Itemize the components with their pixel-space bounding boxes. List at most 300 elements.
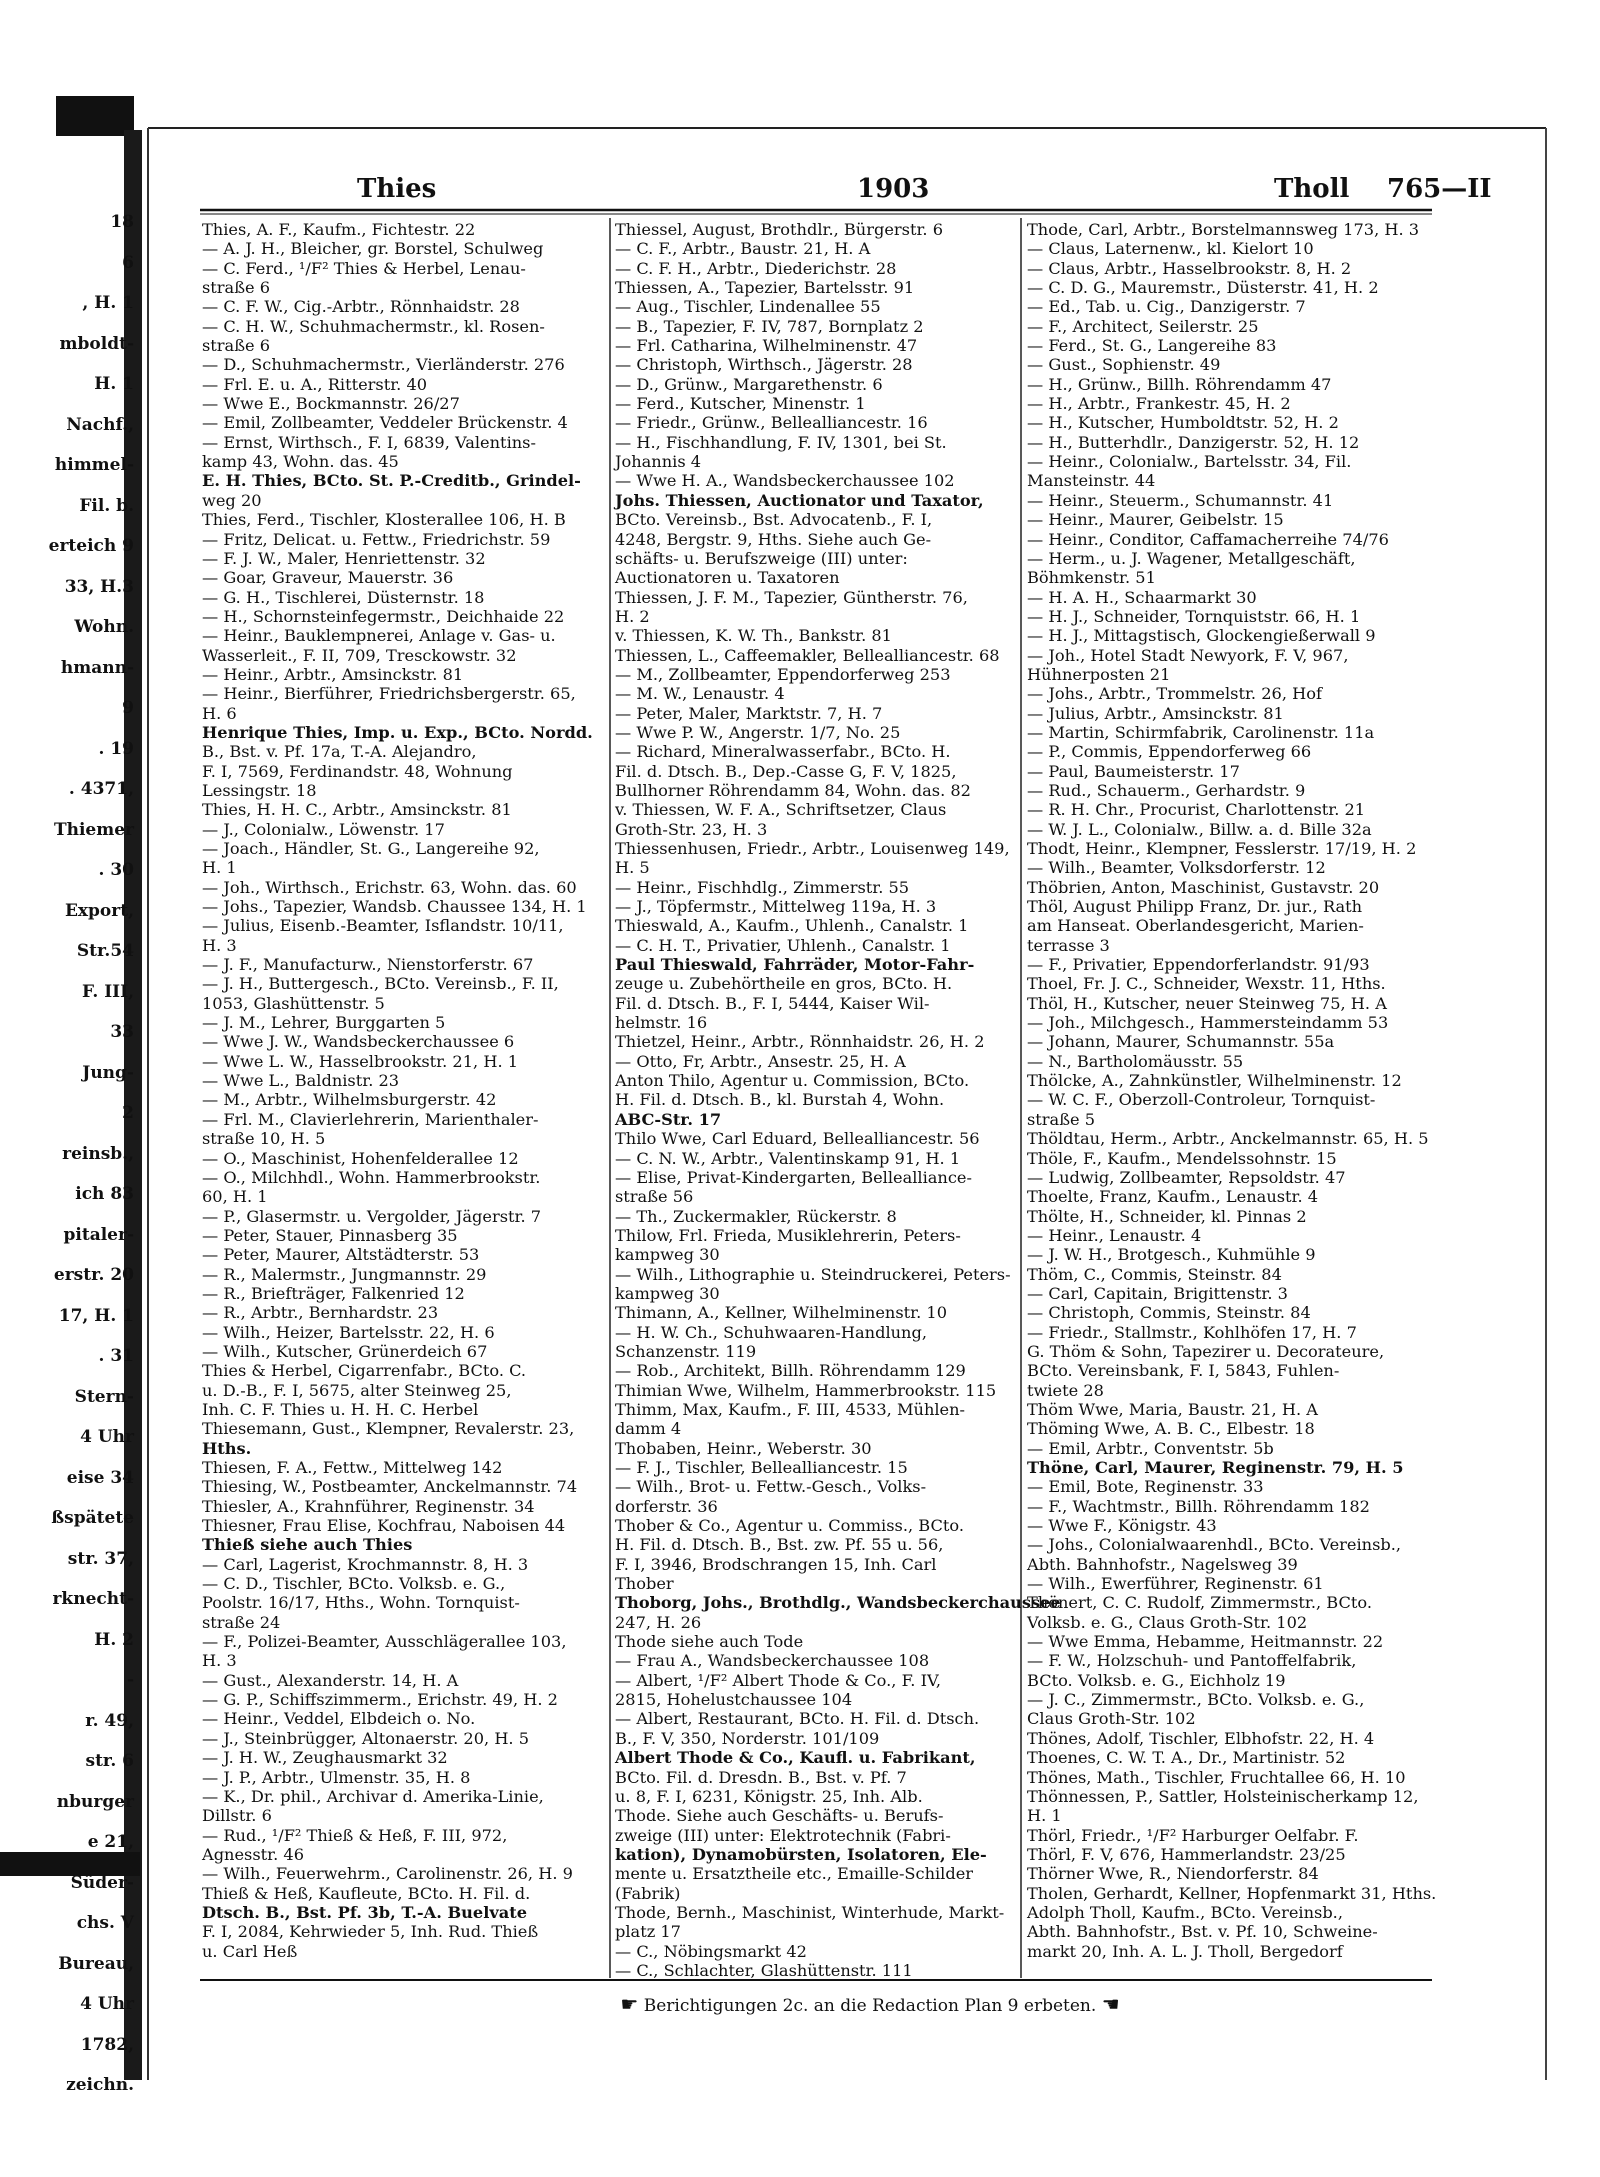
- entry-line: mente u. Ersatztheile etc., Emaille-Schilder: [615, 1864, 974, 1884]
- directory-page: [150, 130, 1545, 2080]
- entry-line: 2815, Hohelustchaussee 104: [615, 1690, 853, 1710]
- entry-line: — R., Briefträger, Falkenried 12: [202, 1283, 465, 1303]
- entry-line: — Heinr., Lenaustr. 4: [1027, 1225, 1202, 1245]
- entry-line: Thöne, Carl, Maurer, Reginenstr. 79, H. 5: [1027, 1458, 1404, 1477]
- entry-line: — Joh., Hotel Stadt Newyork, F. V, 967,: [1027, 645, 1349, 665]
- column-right: [1027, 220, 1445, 1961]
- entry-line: — Heinr., Conditor, Caffamacherreihe 74/76: [1027, 529, 1389, 549]
- entry-line: — A. J. H., Bleicher, gr. Borstel, Schulweg: [202, 239, 544, 259]
- entry-line: twiete 28: [1027, 1380, 1104, 1400]
- entry-line: — H., Schornsteinfegermstr., Deichhaide 22: [202, 606, 565, 626]
- margin-fragment: . 4371,: [68, 779, 134, 799]
- entry-line: F. I, 7569, Ferdinandstr. 48, Wohnung: [202, 761, 513, 781]
- header-year: 1903: [857, 174, 930, 204]
- entry-line: kampweg 30: [615, 1245, 720, 1265]
- footer-text: Berichtigungen 2c. an die Redaction Plan 9 erbeten.: [643, 1996, 1097, 2016]
- margin-fragment: mboldt-: [59, 333, 134, 354]
- entry-line: — Carl, Lagerist, Krochmannstr. 8, H. 3: [202, 1554, 529, 1574]
- entry-line: — Heinr., Steuerm., Schumannstr. 41: [1027, 490, 1334, 510]
- margin-fragment: H. 2: [94, 1629, 134, 1650]
- entry-line: — W. J. L., Colonialw., Billw. a. d. Bille 32a: [1027, 819, 1372, 839]
- entry-line: Thodt, Heinr., Klempner, Fesslerstr. 17/19, H. 2: [1027, 839, 1417, 858]
- entry-line: Thies, A. F., Kaufm., Fichtestr. 22: [202, 220, 476, 239]
- entry-line: — F., Polizei-Beamter, Ausschlägerallee 103,: [202, 1632, 567, 1652]
- entry-line: — Rud., ¹/F² Thieß & Heß, F. III, 972,: [202, 1825, 508, 1845]
- entry-line: — Christoph, Commis, Steinstr. 84: [1027, 1303, 1311, 1323]
- margin-fragment: zeichn.: [66, 2075, 134, 2095]
- entry-line: — K., Dr. phil., Archivar d. Amerika-Linie,: [202, 1786, 544, 1806]
- margin-fragment: ßspätete: [51, 1508, 134, 1528]
- entry-line: — H., Butterhdlr., Danzigerstr. 52, H. 12: [1027, 432, 1360, 452]
- entry-line: — Wwe P. W., Angerstr. 1/7, No. 25: [615, 722, 901, 742]
- entry-line: Schanzenstr. 119: [615, 1341, 757, 1361]
- margin-fragment: 4 Uhr: [80, 1427, 134, 1447]
- entry-line: zeuge u. Zubehörtheile en gros, BCto. H.: [615, 974, 953, 994]
- margin-fragment: rknecht-: [52, 1589, 134, 1609]
- margin-fragment: Bureau,: [58, 1953, 134, 1974]
- entry-line: — F. J. W., Maler, Henriettenstr. 32: [202, 548, 486, 568]
- entry-line: — H. J., Mittagstisch, Glockengießerwall 9: [1027, 626, 1376, 646]
- entry-line: — Ed., Tab. u. Cig., Danzigerstr. 7: [1027, 297, 1306, 317]
- entry-line: Thobaben, Heinr., Weberstr. 30: [615, 1438, 872, 1458]
- entry-line: — Frau A., Wandsbeckerchaussee 108: [615, 1651, 930, 1671]
- entry-line: Inh. C. F. Thies u. H. H. C. Herbel: [202, 1399, 479, 1419]
- entry-line: Volksb. e. G., Claus Groth-Str. 102: [1027, 1612, 1308, 1632]
- margin-fragment: -: [126, 1670, 134, 1690]
- entry-line: Thieß & Heß, Kaufleute, BCto. H. Fil. d.: [202, 1883, 531, 1903]
- entry-line: Thöming Wwe, A. B. C., Elbestr. 18: [1027, 1419, 1315, 1439]
- entry-line: Thoenes, C. W. T. A., Dr., Martinistr. 52: [1027, 1748, 1346, 1768]
- entry-line: — G. H., Tischlerei, Düsternstr. 18: [202, 587, 485, 607]
- entry-line: Thöm Wwe, Maria, Baustr. 21, H. A: [1027, 1399, 1318, 1419]
- entry-line: — M., Arbtr., Wilhelmsburgerstr. 42: [202, 1090, 497, 1110]
- margin-fragment: pitaler-: [63, 1224, 134, 1245]
- entry-line: — Wilh., Lithographie u. Steindruckerei, Peters-: [615, 1264, 1011, 1284]
- entry-line: Thiesen, F. A., Fettw., Mittelweg 142: [202, 1458, 503, 1477]
- entry-line: Bullhorner Röhrendamm 84, Wohn. das. 82: [615, 780, 971, 800]
- entry-line: Thober & Co., Agentur u. Commiss., BCto.: [615, 1516, 964, 1536]
- margin-fragment: 2: [122, 1103, 134, 1123]
- entry-line: — C. H. T., Privatier, Uhlenh., Canalstr. 1: [615, 935, 951, 955]
- entry-line: — J. W. H., Brotgesch., Kuhmühle 9: [1027, 1245, 1316, 1265]
- entry-line: 247, H. 26: [615, 1612, 702, 1632]
- entry-line: — Heinr., Bauklempnerei, Anlage v. Gas- u.: [202, 626, 556, 646]
- entry-line: Thöm, C., Commis, Steinstr. 84: [1027, 1264, 1282, 1284]
- entry-line: H. 1: [202, 858, 237, 878]
- entry-line: Thimm, Max, Kaufm., F. III, 4533, Mühlen-: [615, 1399, 966, 1419]
- entry-line: damm 4: [615, 1419, 682, 1439]
- entry-line: Hths.: [202, 1438, 252, 1458]
- entry-line: Dillstr. 6: [202, 1806, 272, 1826]
- entry-line: — Gust., Sophienstr. 49: [1027, 355, 1221, 375]
- entry-line: Böhmkenstr. 51: [1027, 568, 1156, 588]
- entry-line: Mansteinstr. 44: [1027, 471, 1156, 491]
- margin-fragment: str. 37,: [67, 1548, 134, 1569]
- entry-line: Thöl, August Philipp Franz, Dr. jur., Rath: [1027, 897, 1363, 917]
- entry-line: Lessingstr. 18: [202, 780, 317, 800]
- margin-fragment: 9: [122, 698, 134, 718]
- entry-line: — W. C. F., Oberzoll-Controleur, Tornquist-: [1027, 1090, 1376, 1110]
- entry-line: Hühnerposten 21: [1027, 664, 1171, 684]
- entry-line: Thöle, F., Kaufm., Mendelssohnstr. 15: [1027, 1148, 1337, 1168]
- entry-line: — C. D. G., Mauremstr., Düsterstr. 41, H. 2: [1027, 278, 1379, 298]
- entry-line: — F. J., Tischler, Bellealliancestr. 15: [615, 1458, 908, 1477]
- entry-line: — Wwe Emma, Hebamme, Heitmannstr. 22: [1027, 1632, 1384, 1652]
- entry-line: Abth. Bahnhofstr., Nagelsweg 39: [1027, 1554, 1298, 1574]
- entry-line: — Fritz, Delicat. u. Fettw., Friedrichstr. 59: [202, 529, 551, 549]
- entry-line: — Albert, Restaurant, BCto. H. Fil. d. Dtsch.: [615, 1709, 980, 1729]
- entry-line: — P., Glasermstr. u. Vergolder, Jägerstr. 7: [202, 1206, 542, 1226]
- entry-line: — Johs., Tapezier, Wandsb. Chaussee 134, H. 1: [202, 897, 587, 917]
- entry-line: — Paul, Baumeisterstr. 17: [1027, 761, 1240, 781]
- entry-line: Thöl, H., Kutscher, neuer Steinweg 75, H. A: [1027, 993, 1387, 1013]
- entry-line: — Claus, Laternenw., kl. Kielort 10: [1027, 239, 1314, 259]
- margin-fragment: erteich 9: [48, 536, 134, 556]
- entry-line: H. 6: [202, 703, 237, 723]
- entry-line: Thilow, Frl. Frieda, Musiklehrerin, Peters-: [615, 1225, 961, 1245]
- entry-line: — C., Schlachter, Glashüttenstr. 111: [615, 1960, 913, 1980]
- entry-line: — C. D., Tischler, BCto. Volksb. e. G.,: [202, 1574, 506, 1594]
- entry-line: Thoborg, Johs., Brothdlg., Wandsbeckerchaussee: [615, 1593, 1061, 1613]
- entry-line: — Wilh., Heizer, Bartelsstr. 22, H. 6: [202, 1322, 495, 1342]
- entry-line: — Wwe E., Bockmannstr. 26/27: [202, 394, 460, 414]
- entry-line: — H., Arbtr., Frankestr. 45, H. 2: [1027, 394, 1291, 414]
- entry-line: — Wilh., Brot- u. Fettw.-Gesch., Volks-: [615, 1477, 927, 1497]
- column-middle: [615, 220, 1061, 1980]
- entry-line: — Wwe F., Königstr. 43: [1027, 1516, 1217, 1536]
- entry-line: Thode siehe auch Tode: [615, 1632, 804, 1652]
- margin-fragment: 1782,: [80, 2034, 134, 2055]
- entry-line: schäfts- u. Berufszweige (III) unter:: [615, 548, 908, 568]
- entry-line: Thörl, F. V, 676, Hammerlandstr. 23/25: [1027, 1844, 1346, 1864]
- entry-line: BCto. Volksb. e. G., Eichholz 19: [1027, 1670, 1286, 1690]
- entry-line: zweige (III) unter: Elektrotechnik (Fabri-: [615, 1825, 951, 1845]
- entry-line: Thimian Wwe, Wilhelm, Hammerbrookstr. 115: [615, 1380, 997, 1400]
- entry-line: — Aug., Tischler, Lindenallee 55: [615, 297, 881, 317]
- entry-line: H. 2: [615, 606, 650, 626]
- entry-line: v. Thiessen, W. F. A., Schriftsetzer, Claus: [615, 800, 947, 820]
- entry-line: dorferstr. 36: [615, 1496, 718, 1516]
- entry-line: — Ferd., St. G., Langereihe 83: [1027, 336, 1277, 356]
- entry-line: — Herm., u. J. Wagener, Metallgeschäft,: [1027, 548, 1356, 568]
- entry-line: — H., Grünw., Billh. Röhrendamm 47: [1027, 374, 1332, 394]
- entry-line: — J., Colonialw., Löwenstr. 17: [202, 819, 445, 839]
- entry-line: Thiesemann, Gust., Klempner, Revalerstr. 23,: [202, 1419, 575, 1439]
- entry-line: — Elise, Privat-Kindergarten, Bellealliance-: [615, 1167, 972, 1187]
- pointing-hand-right-icon: ☚: [1101, 1992, 1120, 2016]
- entry-line: Claus Groth-Str. 102: [1027, 1709, 1196, 1729]
- entry-line: u. Carl Heß: [202, 1941, 298, 1961]
- entry-line: — D., Grünw., Margarethenstr. 6: [615, 374, 883, 394]
- entry-line: — Wwe L., Baldnistr. 23: [202, 1071, 400, 1091]
- entry-line: — J. F., Manufacturw., Nienstorferstr. 67: [202, 955, 534, 975]
- entry-line: — M., Zollbeamter, Eppendorferweg 253: [615, 664, 951, 684]
- entry-line: Johs. Thiessen, Auctionator und Taxator,: [615, 490, 984, 510]
- entry-line: Thölcke, A., Zahnkünstler, Wilhelminenstr. 12: [1027, 1071, 1402, 1091]
- entry-line: — Johs., Colonialwaarenhdl., BCto. Vereinsb.,: [1027, 1535, 1402, 1555]
- entry-line: Thoel, Fr. J. C., Schneider, Wexstr. 11, Hths.: [1027, 974, 1386, 994]
- entry-line: — Joach., Händler, St. G., Langereihe 92,: [202, 839, 540, 858]
- entry-line: H. 5: [615, 858, 650, 878]
- margin-fragment: Thiemer: [53, 819, 134, 840]
- margin-fragment: H. 1: [94, 374, 134, 394]
- entry-line: u. 8, F. I, 6231, Königstr. 25, Inh. Alb.: [615, 1786, 923, 1806]
- entry-line: — Peter, Stauer, Pinnasberg 35: [202, 1225, 458, 1245]
- entry-line: H. Fil. d. Dtsch. B., Bst. zw. Pf. 55 u. 56,: [615, 1535, 944, 1555]
- entry-line: Thode, Bernh., Maschinist, Winterhude, Markt-: [615, 1902, 1005, 1922]
- entry-line: Thiessenhusen, Friedr., Arbtr., Louisenweg 149,: [615, 839, 1010, 858]
- margin-fragment: Jung-: [82, 1062, 134, 1083]
- entry-line: — N., Bartholomäusstr. 55: [1027, 1051, 1244, 1071]
- entry-line: — Ludwig, Zollbeamter, Repsoldstr. 47: [1027, 1167, 1346, 1187]
- entry-line: Fil. d. Dtsch. B., Dep.-Casse G, F. V, 1825,: [615, 761, 957, 781]
- entry-line: straße 5: [1027, 1109, 1096, 1129]
- entry-line: — Johann, Maurer, Schumannstr. 55a: [1027, 1032, 1335, 1052]
- entry-line: F. I, 2084, Kehrwieder 5, Inh. Rud. Thieß: [202, 1922, 539, 1942]
- entry-line: kamp 43, Wohn. das. 45: [202, 452, 399, 472]
- entry-line: — D., Schuhmachermstr., Vierländerstr. 276: [202, 355, 565, 375]
- margin-fragment: Fil. b.: [79, 495, 134, 516]
- entry-line: — Goar, Graveur, Mauerstr. 36: [202, 568, 454, 588]
- entry-line: — H. W. Ch., Schuhwaaren-Handlung,: [615, 1322, 927, 1342]
- entry-line: — Joh., Milchgesch., Hammersteindamm 53: [1027, 1013, 1389, 1033]
- entry-line: — Otto, Fr, Arbtr., Ansestr. 25, H. A: [615, 1051, 906, 1071]
- entry-line: — C. Ferd., ¹/F² Thies & Herbel, Lenau-: [202, 258, 526, 278]
- entry-line: — C. N. W., Arbtr., Valentinskamp 91, H. 1: [615, 1148, 961, 1168]
- entry-line: 60, H. 1: [202, 1187, 268, 1207]
- entry-line: Thöldtau, Herm., Arbtr., Anckelmannstr. 65, H. 5: [1027, 1129, 1429, 1149]
- entry-line: H. 3: [202, 1651, 237, 1671]
- entry-line: Thönes, Math., Tischler, Fruchtallee 66, H. 10: [1027, 1767, 1406, 1787]
- margin-fragment: himmel-: [54, 455, 134, 475]
- entry-line: — O., Maschinist, Hohenfelderallee 12: [202, 1148, 519, 1168]
- entry-line: — Julius, Eisenb.-Beamter, Isflandstr. 10/11,: [202, 916, 564, 936]
- entry-line: helmstr. 16: [615, 1013, 708, 1033]
- entry-line: — Wwe J. W., Wandsbeckerchaussee 6: [202, 1032, 515, 1052]
- entry-line: Thiesler, A., Krahnführer, Reginenstr. 34: [202, 1496, 535, 1516]
- entry-line: — C. H. W., Schuhmachermstr., kl. Rosen-: [202, 316, 545, 336]
- entry-line: — Emil, Zollbeamter, Veddeler Brückenstr. 4: [202, 413, 568, 433]
- entry-line: 4248, Bergstr. 9, Hths. Siehe auch Ge-: [615, 529, 932, 549]
- entry-line: — G. P., Schiffszimmerm., Erichstr. 49, H. 2: [202, 1690, 558, 1710]
- entry-line: — Ferd., Kutscher, Minenstr. 1: [615, 394, 866, 414]
- entry-line: — Johs., Arbtr., Trommelstr. 26, Hof: [1027, 684, 1322, 704]
- header-right-keyword: Tholl: [1274, 174, 1350, 204]
- entry-line: — C. F., Arbtr., Baustr. 21, H. A: [615, 239, 871, 259]
- page-number: 765—II: [1387, 174, 1492, 204]
- entry-line: — Julius, Arbtr., Amsinckstr. 81: [1027, 703, 1284, 723]
- entry-line: — Rud., Schauerm., Gerhardstr. 9: [1027, 780, 1306, 800]
- entry-line: H. 3: [202, 935, 237, 955]
- entry-line: v. Thiessen, K. W. Th., Bankstr. 81: [615, 626, 892, 646]
- entry-line: — Th., Zuckermakler, Rückerstr. 8: [615, 1206, 897, 1226]
- margin-fragment: 17, H. 1: [58, 1305, 134, 1326]
- entry-line: Thiesner, Frau Elise, Kochfrau, Naboisen 44: [202, 1516, 566, 1536]
- entry-line: — C. F. H., Arbtr., Diederichstr. 28: [615, 258, 897, 278]
- entry-line: — J. P., Arbtr., Ulmenstr. 35, H. 8: [202, 1767, 471, 1787]
- entry-line: Thies & Herbel, Cigarrenfabr., BCto. C.: [202, 1361, 527, 1381]
- entry-line: ABC-Str. 17: [615, 1109, 722, 1129]
- entry-line: BCto. Vereinsb., Bst. Advocatenb., F. I,: [615, 510, 933, 530]
- entry-line: — F. W., Holzschuh- und Pantoffelfabrik,: [1027, 1651, 1357, 1671]
- margin-fragment: chs. V: [76, 1913, 134, 1933]
- entry-line: — Emil, Arbtr., Conventstr. 5b: [1027, 1438, 1274, 1458]
- entry-line: — Christoph, Wirthsch., Jägerstr. 28: [615, 355, 913, 375]
- entry-line: Thiesing, W., Postbeamter, Anckelmannstr. 74: [202, 1477, 578, 1497]
- entry-line: Thiessen, L., Caffeemakler, Bellealliancestr. 68: [615, 645, 1000, 665]
- entry-line: G. Thöm & Sohn, Tapezirer u. Decorateure,: [1027, 1341, 1385, 1361]
- entry-line: straße 6: [202, 278, 271, 298]
- entry-line: — O., Milchhdl., Wohn. Hammerbrookstr.: [202, 1167, 541, 1187]
- margin-fragment: nburger: [56, 1791, 134, 1812]
- entry-line: F. I, 3946, Brodschrangen 15, Inh. Carl: [615, 1554, 937, 1574]
- entry-line: Fil. d. Dtsch. B., F. I, 5444, Kaiser Wil-: [615, 993, 930, 1013]
- entry-line: — Heinr., Maurer, Geibelstr. 15: [1027, 510, 1284, 530]
- entry-line: Thönert, C. C. Rudolf, Zimmermstr., BCto.: [1027, 1593, 1373, 1613]
- header-left-keyword: Thies: [357, 174, 437, 204]
- entry-line: — M. W., Lenaustr. 4: [615, 684, 785, 704]
- entry-line: — F., Privatier, Eppendorferlandstr. 91/93: [1027, 955, 1370, 975]
- entry-line: — Martin, Schirmfabrik, Carolinenstr. 11a: [1027, 722, 1375, 742]
- entry-line: H. Fil. d. Dtsch. B., kl. Burstah 4, Wohn.: [615, 1090, 945, 1110]
- margin-fragment: Stern-: [74, 1386, 134, 1407]
- entry-line: platz 17: [615, 1922, 681, 1942]
- entry-line: Thober: [615, 1574, 674, 1594]
- entry-line: — J. H. W., Zeughausmarkt 32: [202, 1748, 448, 1768]
- entry-line: BCto. Fil. d. Dresdn. B., Bst. v. Pf. 7: [615, 1767, 907, 1787]
- entry-line: — H. A. H., Schaarmarkt 30: [1027, 587, 1257, 607]
- footer-note: [510, 1992, 1230, 2016]
- margin-fragment: eise 34: [66, 1467, 134, 1488]
- entry-line: — Wilh., Kutscher, Grünerdeich 67: [202, 1341, 488, 1361]
- entry-line: Abth. Bahnhofstr., Bst. v. Pf. 10, Schweine-: [1027, 1922, 1378, 1942]
- entry-line: Paul Thieswald, Fahrräder, Motor-Fahr-: [615, 955, 975, 975]
- entry-line: — J. H., Buttergesch., BCto. Vereinsb., F. II,: [202, 974, 559, 994]
- entry-line: straße 10, H. 5: [202, 1129, 326, 1149]
- entry-line: — H., Kutscher, Humboldtstr. 52, H. 2: [1027, 413, 1339, 433]
- entry-line: — Ernst, Wirthsch., F. I, 6839, Valentins-: [202, 432, 536, 452]
- margin-fragment: 33: [110, 1022, 134, 1042]
- entry-line: — J., Steinbrügger, Altonaerstr. 20, H. 5: [202, 1728, 530, 1748]
- entry-line: Poolstr. 16/17, Hths., Wohn. Tornquist-: [202, 1593, 520, 1613]
- margin-fragment: str. 6: [85, 1751, 134, 1771]
- entry-line: Tholen, Gerhardt, Kellner, Hopfenmarkt 31, Hths.: [1027, 1883, 1437, 1903]
- entry-line: — F., Wachtmstr., Billh. Röhrendamm 182: [1027, 1496, 1370, 1516]
- margin-fragment: e 21,: [87, 1832, 134, 1852]
- entry-line: Dtsch. B., Bst. Pf. 3b, T.-A. Buelvate: [202, 1902, 528, 1922]
- entry-line: — J. C., Zimmermstr., BCto. Volksb. e. G.,: [1027, 1690, 1365, 1710]
- margin-fragment: ich 83: [75, 1184, 134, 1204]
- entry-line: weg 20: [202, 490, 262, 510]
- entry-line: Thietzel, Heinr., Arbtr., Rönnhaidstr. 26, H. 2: [615, 1032, 985, 1052]
- entry-line: — R., Malermstr., Jungmannstr. 29: [202, 1264, 487, 1284]
- margin-fragment: F. III,: [82, 981, 134, 1002]
- entry-line: Thiessen, A., Tapezier, Bartelsstr. 91: [615, 278, 915, 298]
- entry-line: — Heinr., Arbtr., Amsinckstr. 81: [202, 664, 464, 684]
- entry-line: Adolph Tholl, Kaufm., BCto. Vereinsb.,: [1027, 1902, 1343, 1922]
- entry-line: — Peter, Maler, Marktstr. 7, H. 7: [615, 703, 883, 723]
- entry-line: straße 6: [202, 336, 271, 356]
- margin-fragment: 33, H.3: [64, 576, 134, 597]
- entry-line: Thies, H. H. C., Arbtr., Amsinckstr. 81: [202, 800, 512, 820]
- margin-fragment: . 31: [98, 1346, 134, 1366]
- entry-line: 1053, Glashüttenstr. 5: [202, 993, 385, 1013]
- entry-line: H. 1: [1027, 1806, 1062, 1826]
- entry-line: — Gust., Alexanderstr. 14, H. A: [202, 1670, 459, 1690]
- margin-fragment: Export,: [64, 900, 134, 921]
- entry-line: — Carl, Capitain, Brigittenstr. 3: [1027, 1283, 1288, 1303]
- margin-fragment: Nachf.,: [66, 414, 134, 435]
- entry-line: E. H. Thies, BCto. St. P.-Creditb., Grindel-: [202, 471, 581, 491]
- margin-fragment: Str.54: [76, 941, 134, 961]
- entry-line: — Wwe L. W., Hasselbrookstr. 21, H. 1: [202, 1051, 519, 1071]
- entry-line: — F., Architect, Seilerstr. 25: [1027, 316, 1259, 336]
- entry-line: — C., Nöbingsmarkt 42: [615, 1941, 807, 1961]
- entry-line: Thieswald, A., Kaufm., Uhlenh., Canalstr. 1: [615, 916, 969, 936]
- entry-line: kation), Dynamobürsten, Isolatoren, Ele-: [615, 1844, 987, 1864]
- entry-line: — J., Töpfermstr., Mittelweg 119a, H. 3: [615, 897, 937, 917]
- margin-fragment: . 30: [98, 860, 134, 880]
- entry-line: B., F. V, 350, Norderstr. 101/109: [615, 1728, 880, 1748]
- entry-line: — Albert, ¹/F² Albert Thode & Co., F. IV,: [615, 1670, 941, 1690]
- entry-line: u. D.-B., F. I, 5675, alter Steinweg 25,: [202, 1380, 512, 1400]
- entry-line: B., Bst. v. Pf. 17a, T.-A. Alejandro,: [202, 742, 477, 762]
- entry-line: Thöbrien, Anton, Maschinist, Gustavstr. 20: [1027, 877, 1380, 897]
- entry-line: Thimann, A., Kellner, Wilhelminenstr. 10: [615, 1303, 948, 1323]
- entry-line: kampweg 30: [615, 1283, 720, 1303]
- entry-line: Henrique Thies, Imp. u. Exp., BCto. Nordd.: [202, 722, 593, 742]
- entry-line: Thönes, Adolf, Tischler, Elbhofstr. 22, H. 4: [1027, 1728, 1375, 1748]
- entry-line: — Emil, Bote, Reginenstr. 33: [1027, 1477, 1264, 1497]
- entry-line: markt 20, Inh. A. L. J. Tholl, Bergedorf: [1027, 1941, 1343, 1961]
- entry-line: Johannis 4: [615, 452, 702, 472]
- entry-line: — Heinr., Fischhdlg., Zimmerstr. 55: [615, 877, 910, 897]
- entry-line: — P., Commis, Eppendorferweg 66: [1027, 742, 1312, 762]
- margin-fragment: 6: [122, 252, 134, 273]
- entry-line: — Frl. M., Clavierlehrerin, Marienthaler-: [202, 1109, 539, 1129]
- entry-line: Thölte, H., Schneider, kl. Pinnas 2: [1027, 1206, 1307, 1226]
- entry-line: (Fabrik): [615, 1883, 681, 1903]
- margin-fragment: Süder-: [70, 1872, 134, 1893]
- entry-line: straße 56: [615, 1187, 694, 1207]
- entry-line: — Friedr., Grünw., Bellealliancestr. 16: [615, 413, 928, 433]
- entry-line: — R., Arbtr., Bernhardstr. 23: [202, 1303, 439, 1323]
- entry-line: — Claus, Arbtr., Hasselbrookstr. 8, H. 2: [1027, 258, 1352, 278]
- margin-fragment: 4 Uhr: [80, 1994, 134, 2014]
- entry-line: Thilo Wwe, Carl Eduard, Bellealliancestr. 56: [615, 1129, 980, 1149]
- entry-line: — Joh., Wirthsch., Erichstr. 63, Wohn. das. 60: [202, 877, 577, 897]
- entry-line: — H., Fischhandlung, F. IV, 1301, bei St.: [615, 432, 947, 452]
- entry-line: — Frl. Catharina, Wilhelminenstr. 47: [615, 336, 918, 356]
- entry-line: Agnesstr. 46: [202, 1844, 305, 1864]
- running-header: [212, 174, 1512, 206]
- entry-line: Thönnessen, P., Sattler, Holsteinischerkamp 12,: [1027, 1786, 1419, 1806]
- entry-line: Thiessen, J. F. M., Tapezier, Güntherstr. 76,: [615, 587, 968, 607]
- entry-line: — J. M., Lehrer, Burggarten 5: [202, 1013, 446, 1033]
- margin-fragment: erstr. 20: [53, 1265, 134, 1285]
- entry-line: — Richard, Mineralwasserfabr., BCto. H.: [615, 742, 951, 762]
- pointing-hand-left-icon: ☛: [620, 1992, 639, 2016]
- margin-fragment: r. 49,: [85, 1710, 134, 1731]
- entry-line: — Rob., Architekt, Billh. Röhrendamm 129: [615, 1361, 966, 1381]
- entry-line: — Wilh., Feuerwehrm., Carolinenstr. 26, H. 9: [202, 1864, 573, 1884]
- entry-line: Thörner Wwe, R., Niendorferstr. 84: [1027, 1864, 1319, 1884]
- entry-line: — B., Tapezier, F. IV, 787, Bornplatz 2: [615, 316, 924, 336]
- entry-line: Thies, Ferd., Tischler, Klosterallee 106, H. B: [202, 510, 566, 530]
- margin-fragment: Wohn.: [74, 617, 134, 637]
- entry-line: — Wwe H. A., Wandsbeckerchaussee 102: [615, 471, 955, 491]
- entry-line: Thode. Siehe auch Geschäfts- u. Berufs-: [615, 1806, 944, 1826]
